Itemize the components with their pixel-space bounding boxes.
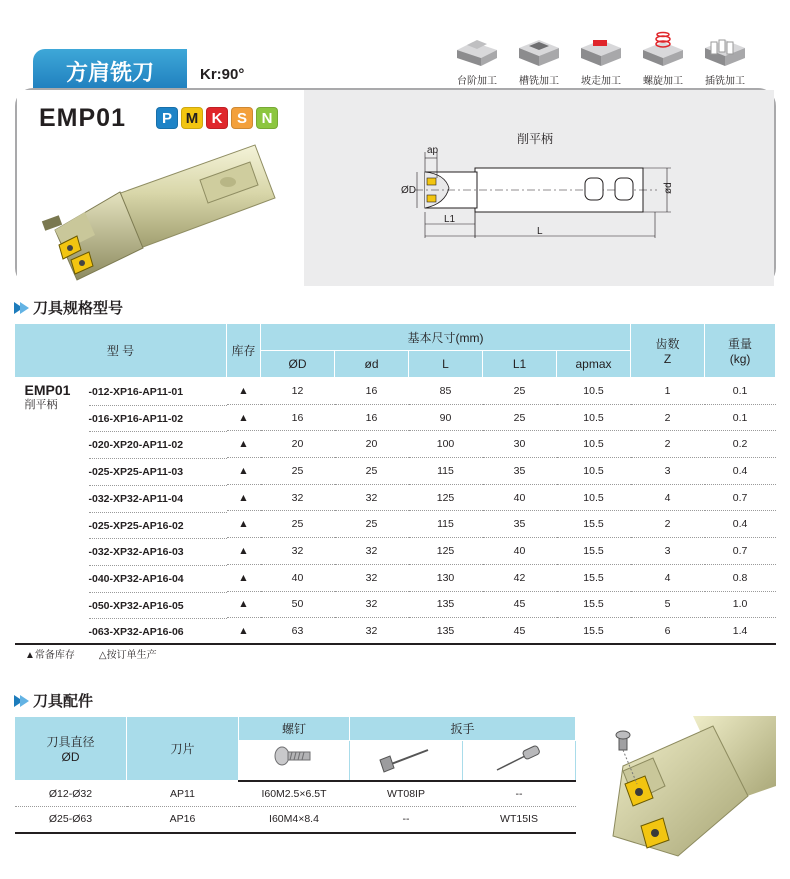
cell-L1: 45 — [483, 591, 557, 618]
ramping-icon — [577, 32, 625, 68]
cell-L: 90 — [409, 404, 483, 431]
cell-kg: 0.7 — [705, 484, 776, 511]
cell-d: 32 — [335, 564, 409, 591]
cell-D: 32 — [261, 484, 335, 511]
spec-section-heading: 刀具规格型号 — [14, 297, 123, 318]
row-divider — [89, 512, 227, 513]
cell-kg: 0.2 — [705, 431, 776, 458]
cell-D: 16 — [261, 404, 335, 431]
machining-slot: 槽铣加工 — [510, 32, 568, 87]
cell-z: 3 — [631, 538, 705, 565]
cell-kg: 0.4 — [705, 458, 776, 485]
cell-wrench2: WT15IS — [463, 807, 576, 833]
dim-L1-label: L1 — [444, 214, 456, 225]
cell-diameter: Ø25-Ø63 — [15, 807, 127, 833]
section-arrow-icon — [14, 695, 29, 707]
model-code: -025-XP25-AP16-02 — [88, 519, 184, 532]
row-divider — [89, 618, 227, 619]
col-teeth: 齿数 Z — [631, 324, 705, 378]
material-s-badge: S — [231, 107, 253, 129]
cell-ap: 10.5 — [557, 378, 631, 405]
col-diameter: 刀具直径 ØD — [15, 717, 127, 781]
cell-D: 32 — [261, 538, 335, 565]
cell-L1: 40 — [483, 484, 557, 511]
row-divider — [89, 538, 227, 539]
dim-D-label: ØD — [401, 185, 416, 196]
cell-d: 16 — [335, 404, 409, 431]
cell-L: 125 — [409, 538, 483, 565]
row-divider — [89, 431, 227, 432]
material-badges — [156, 107, 278, 129]
material-p-badge: P — [156, 107, 178, 129]
slot-milling-icon — [515, 32, 563, 68]
cell-L1: 45 — [483, 618, 557, 645]
cell-ap: 15.5 — [557, 618, 631, 645]
row-divider — [89, 565, 227, 566]
row-divider — [89, 405, 227, 406]
cell-d: 25 — [335, 458, 409, 485]
cell-z: 4 — [631, 484, 705, 511]
col-screw: 螺钉 — [239, 717, 350, 741]
cell-screw: I60M4×8.4 — [239, 807, 350, 833]
cell-L: 100 — [409, 431, 483, 458]
cell-ap: 10.5 — [557, 431, 631, 458]
model-code: -012-XP16-AP11-01 — [88, 386, 184, 398]
section-arrow-icon — [14, 302, 29, 314]
kr-angle-label: Kr:90° — [200, 66, 245, 83]
cell-kg: 1.0 — [705, 591, 776, 618]
cell-L: 115 — [409, 511, 483, 538]
cell-D: 25 — [261, 458, 335, 485]
cell-z: 2 — [631, 404, 705, 431]
cell-d: 32 — [335, 484, 409, 511]
dim-d-label: ød — [663, 182, 674, 194]
cell-z: 3 — [631, 458, 705, 485]
accessories-section-heading: 刀具配件 — [14, 690, 93, 711]
cell-D: 12 — [261, 378, 335, 405]
helical-machining-icon — [639, 32, 687, 68]
cell-L1: 25 — [483, 404, 557, 431]
screwdriver-icon — [489, 744, 549, 774]
col-wrench: 扳手 — [350, 717, 576, 741]
stock-legend — [25, 646, 157, 661]
series-cell: EMP01 削平柄 -012-XP16-AP11-01 -016-XP16-AP11-02 -020-XP20-AP11-02 -025-XP25-AP11-03 -032-XP32-AP11-04 -025-XP25-AP16-02 -032-XP32-AP16-03 -040-XP32-AP16-04 -050-XP32-AP16-05 -063-XP32-AP16-06 — [15, 378, 227, 645]
cell-z: 2 — [631, 431, 705, 458]
cell-diameter: Ø12-Ø32 — [15, 781, 127, 807]
machining-ramp: 坡走加工 — [572, 32, 630, 87]
cell-L: 135 — [409, 591, 483, 618]
l-wrench-icon — [376, 744, 436, 774]
cell-L: 115 — [409, 458, 483, 485]
product-panel — [15, 88, 776, 286]
machining-helical: 螺旋加工 — [634, 32, 692, 87]
material-k-badge: K — [206, 107, 228, 129]
col-stock: 库存 — [227, 324, 261, 378]
spec-table — [14, 323, 776, 645]
cell-wrench1: WT08IP — [350, 781, 463, 807]
model-code: -032-XP32-AP16-03 — [88, 546, 184, 559]
cell-kg: 0.4 — [705, 511, 776, 538]
cell-z: 5 — [631, 591, 705, 618]
model-code: -050-XP32-AP16-05 — [88, 599, 184, 612]
cell-z: 6 — [631, 618, 705, 645]
table-row — [15, 781, 576, 807]
cell-ap: 15.5 — [557, 564, 631, 591]
cell-D: 25 — [261, 511, 335, 538]
dim-L-label: L — [537, 226, 543, 237]
cell-ap: 15.5 — [557, 511, 631, 538]
cell-kg: 0.1 — [705, 404, 776, 431]
cell-screw: I60M2.5×6.5T — [239, 781, 350, 807]
model-code: -040-XP32-AP16-04 — [88, 572, 184, 585]
col-d: ød — [335, 351, 409, 378]
cell-L1: 30 — [483, 431, 557, 458]
cell-stock: ▲ — [227, 404, 261, 431]
legend-stock: ▲常备库存 — [25, 650, 75, 661]
wrench-l-image-cell — [350, 741, 463, 781]
cell-D: 20 — [261, 431, 335, 458]
cell-d: 20 — [335, 431, 409, 458]
machining-step: 台阶加工 — [448, 32, 506, 87]
row-divider — [89, 458, 227, 459]
col-L1: L1 — [483, 351, 557, 378]
cell-d: 32 — [335, 618, 409, 645]
cell-stock: ▲ — [227, 511, 261, 538]
cell-stock: ▲ — [227, 431, 261, 458]
tool-photo — [25, 140, 295, 280]
cell-stock: ▲ — [227, 458, 261, 485]
col-basic-dims: 基本尺寸(mm) — [261, 324, 631, 351]
cell-kg: 1.4 — [705, 618, 776, 645]
cell-stock: ▲ — [227, 591, 261, 618]
cell-L: 130 — [409, 564, 483, 591]
cell-z: 1 — [631, 378, 705, 405]
cell-ap: 10.5 — [557, 458, 631, 485]
cell-D: 63 — [261, 618, 335, 645]
dimension-drawing — [401, 140, 685, 250]
col-D: ØD — [261, 351, 335, 378]
cell-ap: 10.5 — [557, 484, 631, 511]
cell-stock: ▲ — [227, 618, 261, 645]
legend-order: △按订单生产 — [98, 650, 157, 661]
cell-kg: 0.1 — [705, 378, 776, 405]
col-insert: 刀片 — [127, 717, 239, 781]
cell-d: 32 — [335, 591, 409, 618]
model-code: -025-XP25-AP11-03 — [88, 466, 184, 479]
cell-ap: 10.5 — [557, 404, 631, 431]
col-model: 型 号 — [15, 324, 227, 378]
model-code: -063-XP32-AP16-06 — [88, 626, 184, 639]
cell-d: 25 — [335, 511, 409, 538]
cell-stock: ▲ — [227, 484, 261, 511]
wrench-t-image-cell — [463, 741, 576, 781]
cell-L1: 40 — [483, 538, 557, 565]
cell-z: 4 — [631, 564, 705, 591]
cell-L: 85 — [409, 378, 483, 405]
cell-L: 125 — [409, 484, 483, 511]
model-code: -016-XP16-AP11-02 — [88, 412, 184, 425]
material-n-badge: N — [256, 107, 278, 129]
table-row — [15, 378, 776, 405]
col-weight: 重量 (kg) — [705, 324, 776, 378]
model-code: -020-XP20-AP11-02 — [88, 439, 184, 452]
material-m-badge: M — [181, 107, 203, 129]
cell-L1: 42 — [483, 564, 557, 591]
cell-d: 32 — [335, 538, 409, 565]
cell-z: 2 — [631, 511, 705, 538]
row-divider — [89, 485, 227, 486]
cell-insert: AP16 — [127, 807, 239, 833]
table-row — [15, 807, 576, 833]
series-title: EMP01 — [39, 104, 126, 132]
cell-stock: ▲ — [227, 564, 261, 591]
cell-kg: 0.7 — [705, 538, 776, 565]
cell-ap: 15.5 — [557, 591, 631, 618]
cell-stock: ▲ — [227, 378, 261, 405]
cell-wrench2: -- — [463, 781, 576, 807]
cell-L1: 35 — [483, 511, 557, 538]
col-apmax: apmax — [557, 351, 631, 378]
cell-insert: AP11 — [127, 781, 239, 807]
cell-kg: 0.8 — [705, 564, 776, 591]
row-divider — [89, 592, 227, 593]
plunge-milling-icon — [701, 32, 749, 68]
cell-d: 16 — [335, 378, 409, 405]
accessories-table — [14, 716, 576, 834]
page-title: 方肩铣刀 — [33, 49, 187, 93]
cell-L: 135 — [409, 618, 483, 645]
cell-L1: 25 — [483, 378, 557, 405]
insert-assembly-photo — [583, 716, 776, 861]
step-machining-icon — [453, 32, 501, 68]
screw-image-cell — [239, 741, 350, 781]
machining-plunge: 插铣加工 — [696, 32, 754, 87]
cell-stock: ▲ — [227, 538, 261, 565]
model-code: -032-XP32-AP11-04 — [88, 492, 184, 505]
screw-icon — [272, 744, 316, 774]
col-L: L — [409, 351, 483, 378]
cell-ap: 15.5 — [557, 538, 631, 565]
shank-type-caption: 削平柄 — [517, 132, 554, 146]
cell-wrench1: -- — [350, 807, 463, 833]
cell-L1: 35 — [483, 458, 557, 485]
dim-ap-label: ap — [427, 145, 439, 156]
cell-D: 50 — [261, 591, 335, 618]
cell-D: 40 — [261, 564, 335, 591]
